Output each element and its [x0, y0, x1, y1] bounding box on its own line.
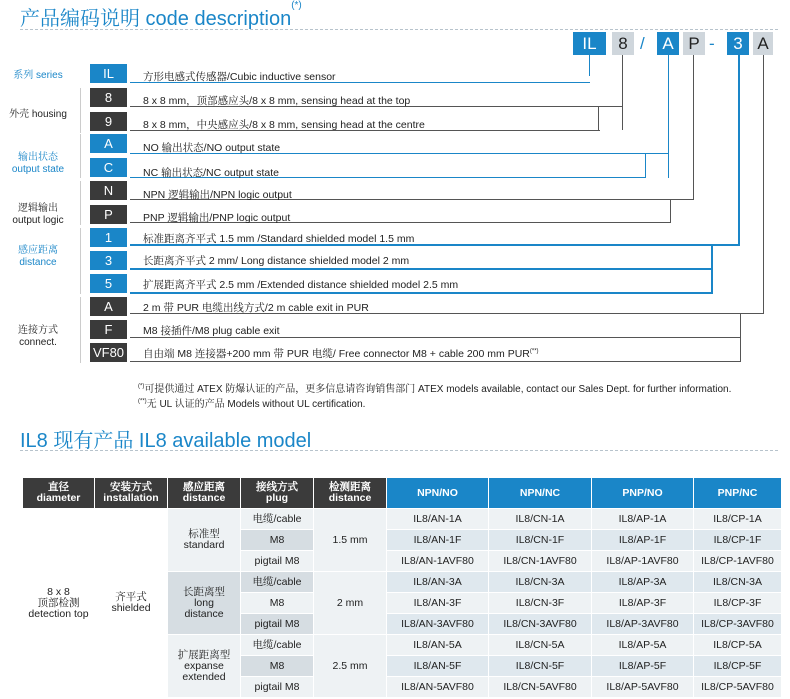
connector-line — [763, 55, 764, 314]
connector-line — [589, 55, 590, 76]
cell-model: IL8/AN-5AVF80 — [387, 677, 489, 698]
code-part-series: IL — [573, 32, 606, 55]
title-footnote-mark: (*) — [291, 0, 302, 11]
cell-model: IL8/AP-1AVF80 — [592, 551, 694, 572]
cell-model: IL8/CP-1A — [694, 509, 782, 530]
cell-diameter: 8 x 8 顶部检测 detection top — [23, 509, 95, 698]
cell-plug: M8 — [241, 530, 314, 551]
header-distance: 感应距离 distance — [168, 478, 241, 509]
cell-model: IL8/AN-3AVF80 — [387, 614, 489, 635]
group-label-series: 系列 series — [13, 70, 63, 81]
header-npn-nc: NPN/NC — [489, 478, 592, 509]
cell-model: IL8/CN-5A — [489, 635, 592, 656]
code-il: IL — [90, 64, 127, 83]
code-desc: 方形电感式传感器/Cubic inductive sensor — [143, 71, 336, 83]
cell-model: IL8/AN-5A — [387, 635, 489, 656]
bracket-line — [598, 106, 599, 131]
code-separator: - — [709, 34, 715, 53]
cell-model: IL8/CN-1AVF80 — [489, 551, 592, 572]
group-label-connect: 连接方式 connect. — [18, 325, 58, 348]
cell-model: IL8/CN-3A — [694, 572, 782, 593]
connector-line — [622, 55, 623, 130]
code-desc: 2 m 带 PUR 电缆出线方式/2 m cable exit in PUR — [143, 302, 369, 314]
cell-model: IL8/CP-1F — [694, 530, 782, 551]
cell-model: IL8/AN-1AVF80 — [387, 551, 489, 572]
cell-model: IL8/AP-5A — [592, 635, 694, 656]
bracket-line — [670, 199, 671, 223]
header-plug: 接线方式 plug — [241, 478, 314, 509]
code-desc: 长距离齐平式 2 mm/ Long distance shielded model 2 mm — [143, 255, 410, 267]
table-row — [23, 509, 782, 530]
cell-model: IL8/AP-3AVF80 — [592, 614, 694, 635]
header-installation: 安装方式 installation — [95, 478, 168, 509]
footnote: (**)无 UL 认证的产品 Models without UL certification. — [138, 398, 366, 410]
cell-model: IL8/AP-5AVF80 — [592, 677, 694, 698]
cell-detection-distance: 2.5 mm — [314, 635, 387, 698]
code-desc: M8 接插件/M8 plug cable exit — [143, 325, 280, 337]
code-part-distance: 3 — [727, 32, 749, 55]
bracket-line — [130, 361, 741, 362]
header-diameter: 直径 diameter — [23, 478, 95, 509]
cell-detection-distance: 1.5 mm — [314, 509, 387, 572]
cell-model: IL8/AP-5F — [592, 656, 694, 677]
code-housing-8: 8 — [90, 88, 127, 107]
code-desc: 扩展距离齐平式 2.5 mm /Extended distance shielded model 2.5 mm — [143, 279, 459, 291]
cell-distance-type: 标准型 standard — [168, 509, 241, 572]
bracket-line — [130, 292, 712, 294]
section-title: IL8 现有产品 IL8 available model — [20, 430, 312, 452]
divider — [20, 450, 778, 451]
header-npn-no: NPN/NO — [387, 478, 489, 509]
code-connect-f: F — [90, 320, 127, 339]
code-desc: 8 x 8 mm，顶部感应头/8 x 8 mm, sensing head at the top — [143, 95, 411, 107]
cell-model: IL8/CP-3AVF80 — [694, 614, 782, 635]
bracket-line — [645, 153, 646, 178]
code-desc: 自由端 M8 连接器+200 mm 带 PUR 电缆/ Free connector M8 + cable 200 mm PUR(**) — [143, 348, 539, 360]
code-logic-n: N — [90, 181, 127, 200]
header-pnp-no: PNP/NO — [592, 478, 694, 509]
cell-model: IL8/CP-1AVF80 — [694, 551, 782, 572]
group-divider — [80, 228, 81, 294]
divider — [20, 29, 778, 30]
code-desc: NC 输出状态/NC output state — [143, 167, 279, 179]
code-output-a: A — [90, 134, 127, 153]
cell-model: IL8/CP-5AVF80 — [694, 677, 782, 698]
group-divider — [80, 88, 81, 133]
code-output-c: C — [90, 158, 127, 177]
group-divider — [80, 181, 81, 225]
cell-plug: 电缆/cable — [241, 572, 314, 593]
cell-model: IL8/CP-3F — [694, 593, 782, 614]
cell-model: IL8/CP-5A — [694, 635, 782, 656]
cell-plug: M8 — [241, 593, 314, 614]
cell-model: IL8/CN-3A — [489, 572, 592, 593]
code-desc: NPN 逻辑输出/NPN logic output — [143, 189, 292, 201]
cell-plug: pigtail M8 — [241, 614, 314, 635]
cell-plug: pigtail M8 — [241, 551, 314, 572]
cell-distance-type: 扩展距离型 expanse extended — [168, 635, 241, 698]
code-desc: 8 x 8 mm，中央感应头/8 x 8 mm, sensing head at the centre — [143, 119, 425, 131]
code-connect-vf80: VF80 — [90, 343, 127, 362]
group-label-distance: 感应距离 distance — [18, 245, 58, 268]
cell-model: IL8/CN-3F — [489, 593, 592, 614]
group-label-output-logic: 逻辑输出 output logic — [12, 203, 64, 226]
code-part-housing: 8 — [612, 32, 634, 55]
connector-line — [738, 55, 740, 245]
cell-model: IL8/CN-5AVF80 — [489, 677, 592, 698]
bracket-line — [711, 245, 713, 294]
group-label-output-state: 输出状态 output state — [11, 152, 65, 175]
cell-model: IL8/AN-3A — [387, 572, 489, 593]
cell-model: IL8/AN-3F — [387, 593, 489, 614]
code-distance-1: 1 — [90, 228, 127, 247]
cell-plug: pigtail M8 — [241, 677, 314, 698]
code-desc: NO 输出状态/NO output state — [143, 142, 281, 154]
code-housing-9: 9 — [90, 112, 127, 131]
connector-line — [668, 55, 669, 178]
header-pnp-nc: PNP/NC — [694, 478, 782, 509]
page-title: 产品编码说明 code description(*) — [20, 0, 302, 30]
code-part-output-logic: P — [683, 32, 705, 55]
code-distance-3: 3 — [90, 251, 127, 270]
group-divider — [80, 134, 81, 178]
cell-model: IL8/AP-1F — [592, 530, 694, 551]
cell-model: IL8/AP-3F — [592, 593, 694, 614]
code-connect-a: A — [90, 297, 127, 316]
models-table — [22, 477, 782, 698]
code-logic-p: P — [90, 205, 127, 224]
code-desc: 标准距离齐平式 1.5 mm /Standard shielded model 1.5 mm — [143, 233, 415, 245]
table-header-row — [23, 478, 782, 509]
bracket-line — [130, 268, 712, 270]
cell-model: IL8/AN-1F — [387, 530, 489, 551]
connector-line — [693, 55, 694, 199]
code-part-connect: A — [753, 32, 773, 55]
code-distance-5: 5 — [90, 274, 127, 293]
code-part-output-state: A — [657, 32, 679, 55]
group-divider — [80, 297, 81, 363]
cell-model: IL8/CN-5F — [489, 656, 592, 677]
cell-model: IL8/CN-1A — [489, 509, 592, 530]
cell-plug: 电缆/cable — [241, 635, 314, 656]
cell-model: IL8/CN-3AVF80 — [489, 614, 592, 635]
cell-installation: 齐平式 shielded — [95, 509, 168, 698]
cell-detection-distance: 2 mm — [314, 572, 387, 635]
cell-model: IL8/AP-3A — [592, 572, 694, 593]
code-desc: PNP 逻辑输出/PNP logic output — [143, 212, 291, 224]
cell-model: IL8/AN-5F — [387, 656, 489, 677]
cell-model: IL8/AP-1A — [592, 509, 694, 530]
group-label-housing: 外壳 housing — [9, 109, 67, 120]
cell-model: IL8/CN-1F — [489, 530, 592, 551]
header-detection-distance: 检测距离 distance — [314, 478, 387, 509]
cell-plug: M8 — [241, 656, 314, 677]
footnote: (*)可提供通过 ATEX 防爆认证的产品，更多信息请咨询销售部门 ATEX models available, contact our Sales Dept. for further information. — [138, 383, 732, 395]
cell-model: IL8/CP-5F — [694, 656, 782, 677]
cell-model: IL8/AN-1A — [387, 509, 489, 530]
code-separator: / — [640, 34, 645, 53]
bracket-line — [740, 313, 741, 362]
cell-distance-type: 长距离型 long distance — [168, 572, 241, 635]
cell-plug: 电缆/cable — [241, 509, 314, 530]
